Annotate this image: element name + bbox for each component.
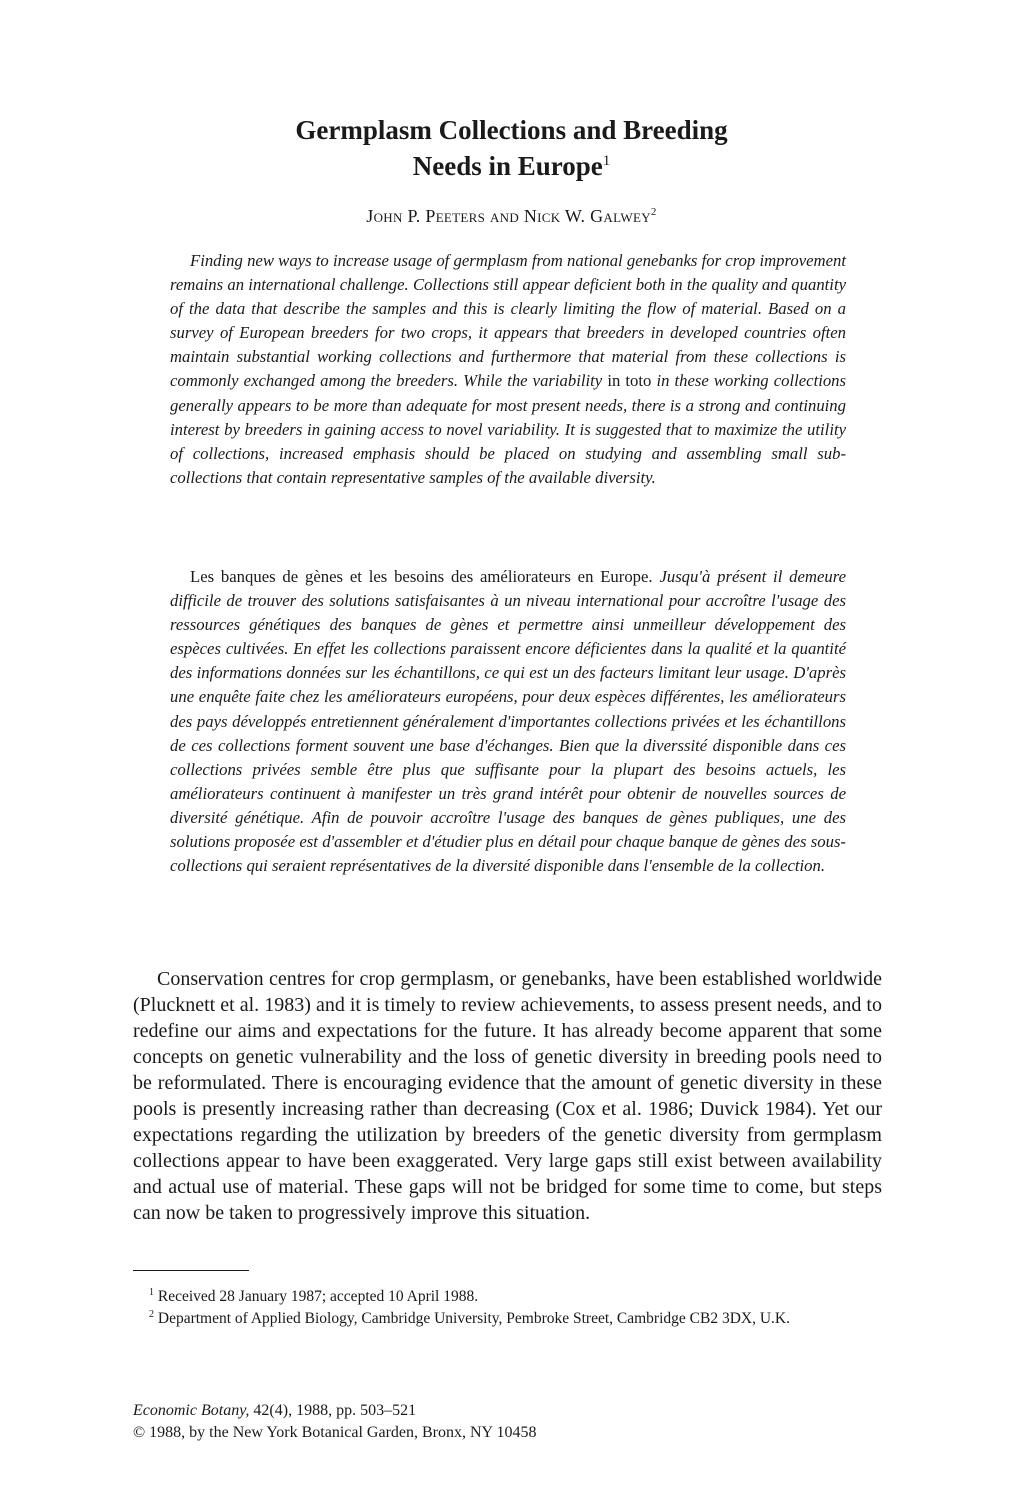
footnote-1: [133, 1286, 882, 1308]
abstract-french: [170, 565, 846, 878]
journal-name: Economic Botany,: [133, 1402, 250, 1419]
footnote-1-mark: 1: [149, 1286, 154, 1298]
title-line-1: Germplasm Collections and Breeding: [295, 115, 728, 145]
footnote-divider: [133, 1270, 249, 1271]
title-line-2-text: Needs in Europe: [412, 151, 603, 181]
abstract-en-part-1: Finding new ways to increase usage of germplasm from national genebanks for crop improvement remains an international challenge. Collections still appear deficient both in the quality and quantity of the data that describe the samples and this is clearly limiting the flow of material. Based on a survey of European breeders for two crops, it appears that breeders in developed countries often maintain substantial working collections and furthermore that material from these collections is commonly exchanged among the breeders. While the variability: [170, 251, 846, 391]
abstract-fr-body: Jusqu'à présent il demeure difficile de trouver des solutions satisfaisantes à un niveau international pour accroître l'usage des ressources génétiques des banques de gènes et permettre ainsi unmeilleur développement des espèces cultivées. En effet les collections paraissent encore déficientes dans la qualité et la quantité des informations données sur les échantillons, ce qui est un des facteurs limitant leur usage. D'après une enquête faite chez les améliorateurs européens, pour deux espèces différentes, les améliorateurs des pays développés entretiennent généralement d'importantes collections privées et les échantillons de ces collections forment souvent une base d'échanges. Bien que la diverssité disponible dans ces collections privées semble être plus que suffisante pour la plupart des besoins actuels, les améliorateurs continuent à manifester un très grand intérêt pour obtenir de nouvelles sources de diversité génétique. Afin de pouvoir accroître l'usage des banques de gènes publiques, une des solutions proposée est d'assembler et d'étudier plus en détail pour chaque banque de gènes des sous-collections qui seraient représentatives de la diversité disponible dans l'ensemble de la collection.: [170, 567, 846, 876]
author-line: [0, 206, 1023, 227]
footnote-2-mark: 2: [149, 1308, 154, 1320]
abstract-en-in-toto: in toto: [607, 371, 652, 391]
footnote-1-text: Received 28 January 1987; accepted 10 April 1988.: [157, 1288, 479, 1305]
footnote-2: [133, 1308, 882, 1330]
abstract-en-part-2: in these working collections generally appears to be more than adequate for most present needs, there is a strong and continuing interest by breeders in gaining access to novel variability. It is suggested that to maximize the utility of collections, increased emphasis should be placed on studying and assembling small sub-collections that contain representative samples of the available diversity.: [170, 371, 847, 487]
author-footnote-mark: 2: [650, 206, 657, 218]
body-paragraph-1: Conservation centres for crop germplasm, or genebanks, have been established worldwide (Plucknett et al. 1983) and it is timely to review achievements, to assess present needs, and to redefine our aims and expectations for the future. It has already become apparent that some concepts on genetic vulnerability and the loss of genetic diversity in breeding pools need to be reformulated. There is encouraging evidence that the amount of genetic diversity in these pools is presently increasing rather than decreasing (Cox et al. 1986; Duvick 1984). Yet our expectations regarding the utilization by breeders of the genetic diversity from germplasm collections appear to have been exaggerated. Very large gaps still exist between availability and actual use of material. These gaps will not be bridged for some time to come, but steps can now be taken to progressively improve this situation.: [133, 968, 882, 1224]
title-line-2: [0, 148, 1023, 184]
author-names: John P. Peeters and Nick W. Galwey: [366, 206, 651, 226]
footnote-2-text: Department of Applied Biology, Cambridge University, Pembroke Street, Cambridge CB2 3DX, U.K.: [157, 1310, 790, 1327]
title-footnote-mark: 1: [602, 153, 611, 169]
abstract-english: [170, 249, 846, 490]
journal-citation: [133, 1400, 416, 1422]
article-title: [0, 112, 1023, 184]
copyright-notice: © 1988, by the New York Botanical Garden, Bronx, NY 10458: [133, 1424, 537, 1441]
journal-details: 42(4), 1988, pp. 503–521: [253, 1402, 417, 1419]
abstract-fr-title: Les banques de gènes et les besoins des améliorateurs en Europe.: [190, 567, 653, 586]
